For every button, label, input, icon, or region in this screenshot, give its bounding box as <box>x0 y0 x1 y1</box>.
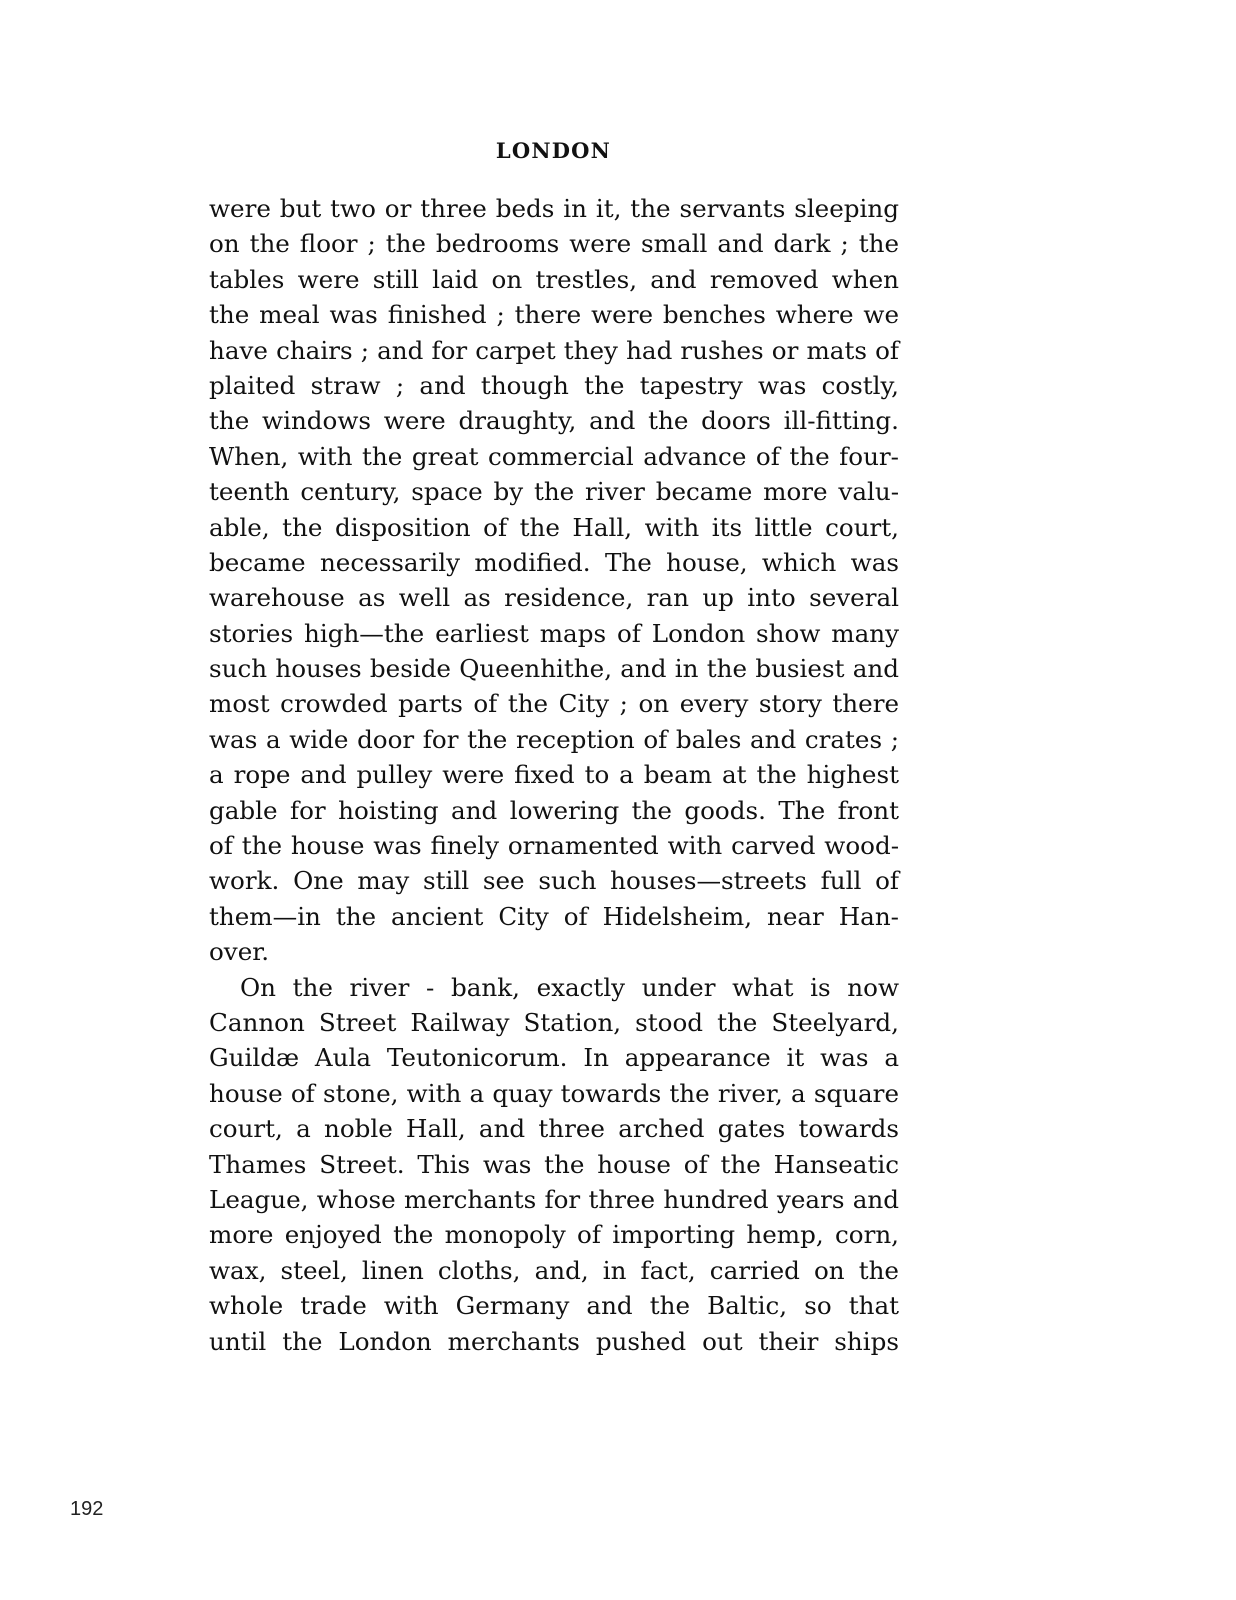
running-head: LONDON <box>495 138 612 163</box>
text-line: Cannon Street Railway Station, stood the Steelyard, <box>209 1007 899 1037</box>
text-line: whole trade with Germany and the Baltic, so that <box>209 1291 899 1321</box>
text-line: became necessarily modified. The house, which was <box>209 547 899 577</box>
paragraph-2 <box>209 970 899 1359</box>
text-line: plaited straw ; and though the tapestry was costly, <box>209 370 899 400</box>
text-line: wax, steel, linen cloths, and, in fact, carried on the <box>209 1255 899 1285</box>
text-line: until the London merchants pushed out their ships <box>209 1326 899 1356</box>
text-line: over. <box>209 937 270 967</box>
text-line: teenth century, space by the river became more valu- <box>209 477 899 507</box>
text-line: the meal was finished ; there were benches where we <box>209 300 899 330</box>
text-line: On the river - bank, exactly under what is now <box>240 972 899 1002</box>
text-line: were but two or three beds in it, the servants sleeping <box>209 194 899 223</box>
text-line: a rope and pulley were fixed to a beam at the highest <box>209 760 899 790</box>
text-line: have chairs ; and for carpet they had rushes or mats of <box>209 335 899 365</box>
text-line: able, the disposition of the Hall, with its little court, <box>209 512 899 542</box>
text-line: most crowded parts of the City ; on every story there <box>209 689 899 719</box>
text-line: court, a noble Hall, and three arched gates towards <box>209 1114 899 1144</box>
text-line: was a wide door for the reception of bales and crates ; <box>209 724 899 754</box>
text-line: When, with the great commercial advance of the four- <box>209 441 899 471</box>
page-number: 192 <box>70 1498 104 1520</box>
body-text <box>209 191 899 1359</box>
text-line: work. One may still see such houses—streets full of <box>209 866 899 896</box>
paragraph-1 <box>209 191 899 970</box>
text-line: on the floor ; the bedrooms were small and dark ; the <box>209 229 899 259</box>
text-line: the windows were draughty, and the doors ill-fitting. <box>209 406 899 436</box>
text-line: warehouse as well as residence, ran up into several <box>209 583 899 613</box>
text-line: more enjoyed the monopoly of importing hemp, corn, <box>209 1220 899 1250</box>
text-line: house of stone, with a quay towards the river, a square <box>209 1078 899 1108</box>
text-line: stories high—the earliest maps of London show many <box>209 618 899 648</box>
text-line: gable for hoisting and lowering the goods. The front <box>209 795 899 825</box>
text-line: Thames Street. This was the house of the Hanseatic <box>209 1149 899 1179</box>
text-line: such houses beside Queenhithe, and in the busiest and <box>209 654 899 684</box>
text-line: League, whose merchants for three hundred years and <box>209 1184 899 1214</box>
text-line: them—in the ancient City of Hidelsheim, near Han- <box>209 901 899 931</box>
text-line: Guildæ Aula Teutonicorum. In appearance it was a <box>209 1043 899 1073</box>
text-line: of the house was finely ornamented with carved wood- <box>209 831 899 861</box>
text-line: tables were still laid on trestles, and removed when <box>209 264 899 294</box>
